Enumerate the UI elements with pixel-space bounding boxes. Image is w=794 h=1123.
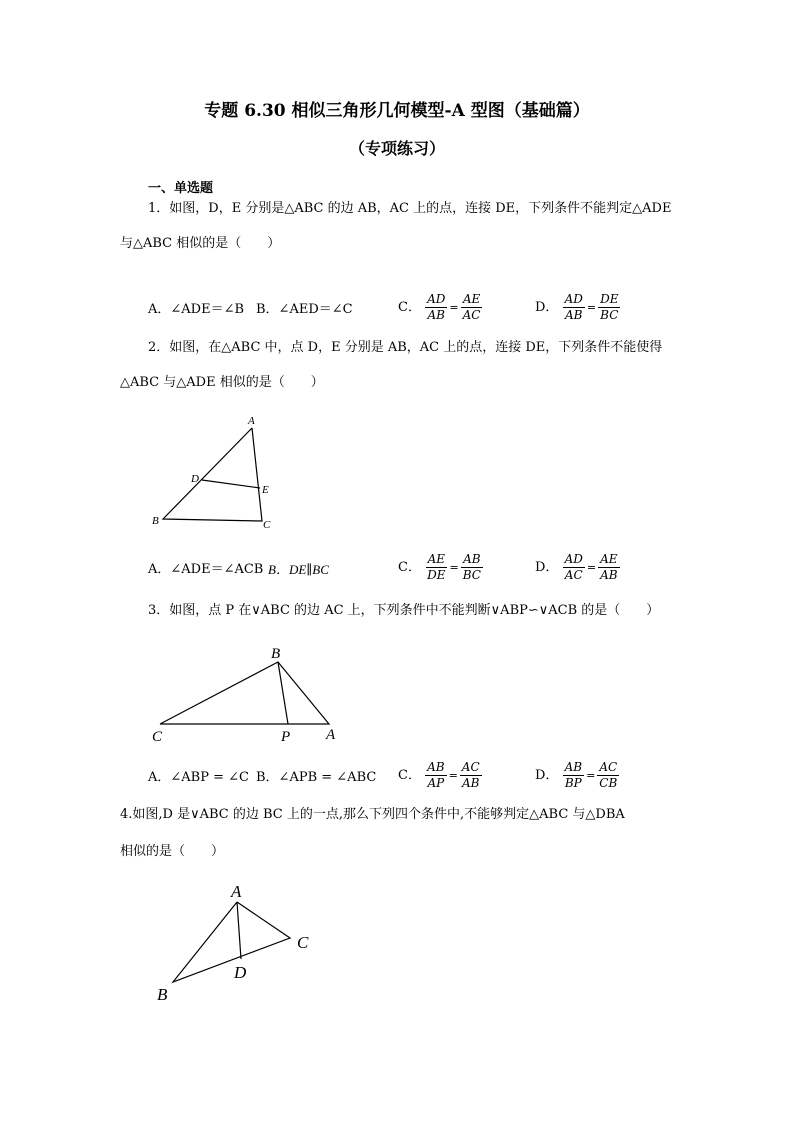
q1-option-c: C． $\frac{AD}{AB}$ = $\frac{AE}{AC}$ (398, 292, 481, 322)
q3-figure (145, 640, 350, 748)
q4-figure (150, 878, 320, 1008)
q3-option-c: C． $\frac{AB}{AP}$ = $\frac{AC}{AB}$ (398, 760, 480, 790)
q3-label-a: A (326, 727, 336, 743)
q2-label-a: A (248, 415, 255, 427)
q2-figure (140, 410, 290, 535)
q4-stem-line2: 相似的是（ ） (120, 844, 225, 859)
q3-stem-line1: 3．如图，点 P 在∨ABC 的边 AC 上，下列条件中不能判断∨ABP∽∨ACB 的是（ ） (148, 603, 660, 618)
q4-stem-line1: 4.如图,D 是∨ABC 的边 BC 上的一点,那么下列四个条件中,不能够判定△ABC 与△DBA (120, 807, 625, 822)
q2-option-a: A．∠ADE＝∠ACB (148, 562, 264, 577)
q4-label-b: B (157, 985, 168, 1004)
q2-label-d: D (191, 473, 199, 485)
q2-label-b: B (152, 515, 159, 527)
q2-option-b: B．DE∥BC (268, 562, 329, 577)
q2-label-e: E (262, 484, 269, 496)
q3-option-b: B．∠APB = ∠ABC (256, 770, 377, 785)
q3-label-p: P (281, 729, 291, 745)
q1-option-b: B．∠AED＝∠C (256, 302, 353, 317)
q1-stem-line2: 与△ABC 相似的是（ ） (120, 236, 281, 251)
q2-label-c: C (263, 519, 271, 531)
section-heading: 一、单选题 (148, 181, 214, 196)
q4-label-a: A (231, 882, 242, 901)
q3-option-a: A．∠ABP = ∠C (148, 770, 249, 785)
q1-option-a: A．∠ADE＝∠B (148, 302, 245, 317)
q4-label-c: C (297, 933, 309, 952)
q2-option-d: D． $\frac{AD}{AC}$ = $\frac{AE}{AB}$ (535, 552, 618, 582)
q2-stem-line1: 2．如图，在△ABC 中，点 D，E 分别是 AB，AC 上的点，连接 DE，下列条件不能使得 (148, 340, 663, 355)
q4-label-d: D (234, 963, 247, 982)
q2-option-c: C． $\frac{AE}{DE}$ = $\frac{AB}{BC}$ (398, 552, 481, 582)
q3-label-c: C (152, 729, 163, 745)
q3-label-b: B (271, 646, 281, 662)
q1-option-d: D． $\frac{AD}{AB}$ = $\frac{DE}{BC}$ (535, 292, 619, 322)
q1-stem-line1: 1．如图，D，E 分别是△ABC 的边 AB，AC 上的点，连接 DE，下列条件不能判定△ADE (148, 201, 672, 216)
page-subtitle: （专项练习） (348, 139, 445, 158)
q2-stem-line2: △ABC 与△ADE 相似的是（ ） (120, 375, 324, 390)
page-title: 专题 6.30 相似三角形几何模型-A 型图（基础篇） (204, 101, 590, 121)
q3-option-d: D． $\frac{AB}{BP}$ = $\frac{AC}{CB}$ (535, 760, 618, 790)
